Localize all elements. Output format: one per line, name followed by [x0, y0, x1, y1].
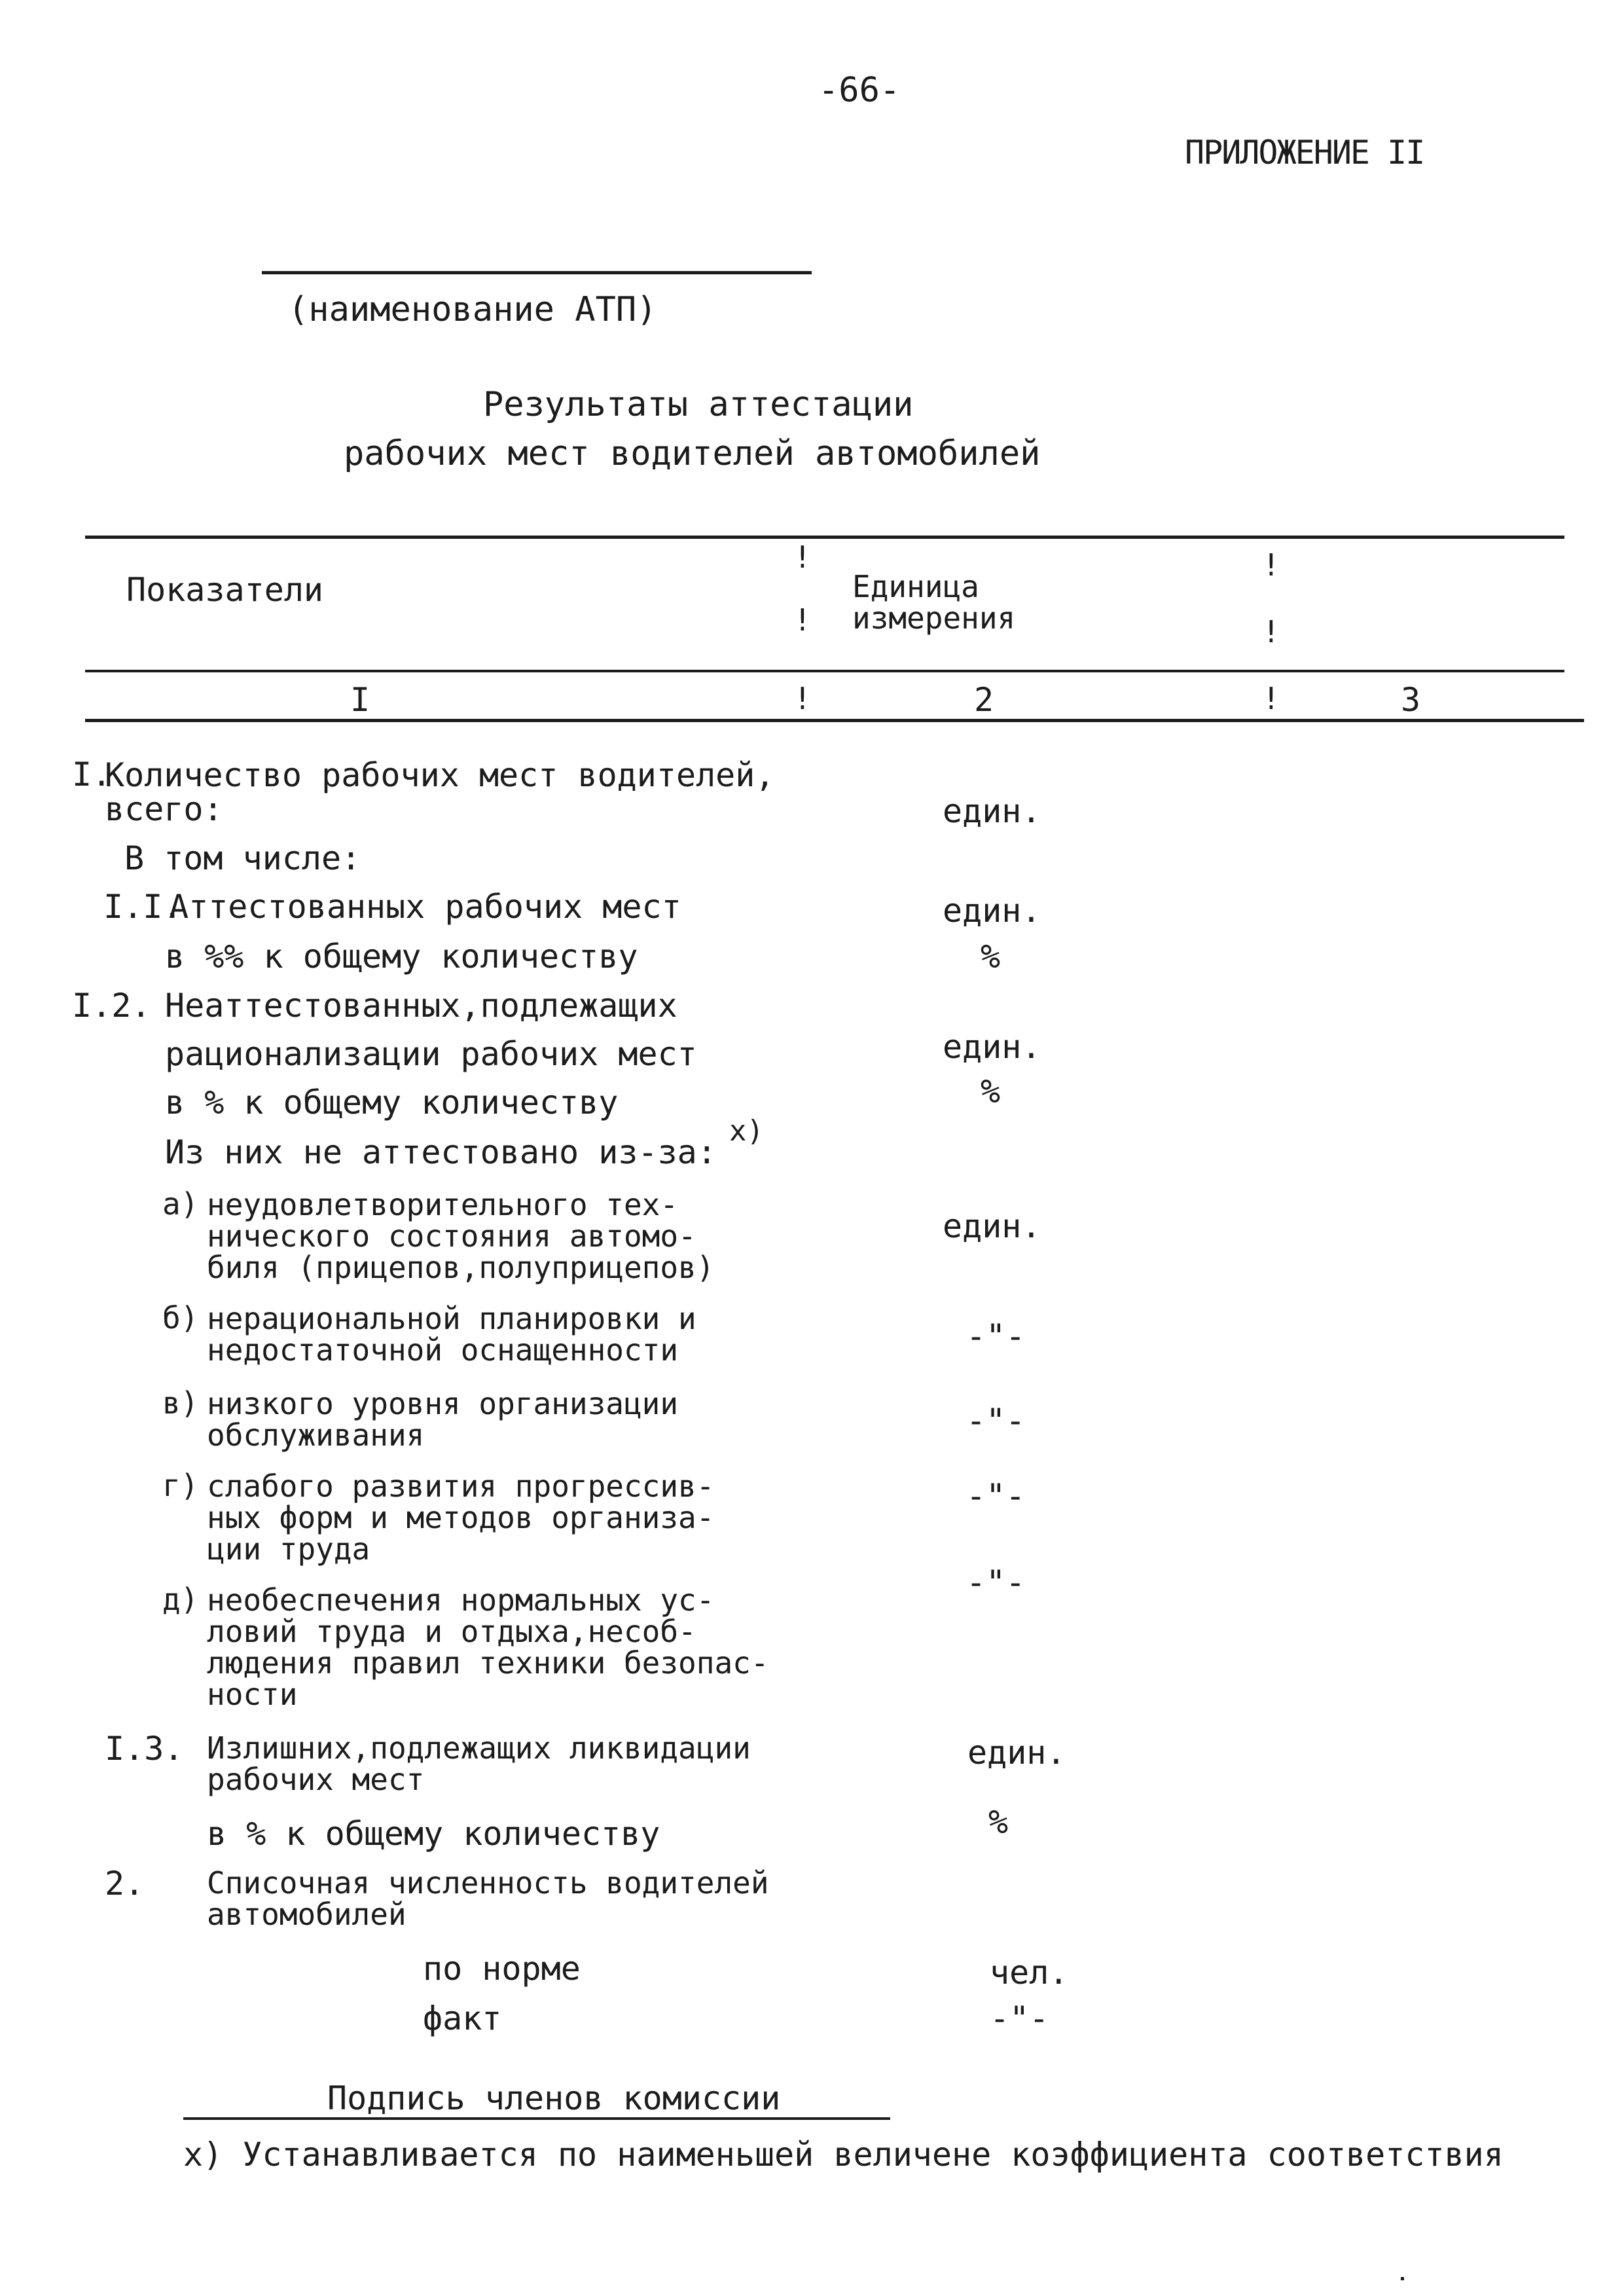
- title-line1: Результаты аттестации: [483, 385, 914, 424]
- row-number: д): [162, 1582, 199, 1617]
- row-unit: един.: [943, 1028, 1041, 1066]
- row-text: в %% к общему количеству: [165, 938, 638, 975]
- header-unit: Единица измерения: [852, 569, 1016, 636]
- separator: !: [1262, 547, 1280, 583]
- table-top-rule: [85, 536, 1564, 539]
- row-text: В том числе:: [124, 839, 361, 877]
- row-number: а): [162, 1186, 199, 1222]
- row-text: необеспечения нормальных ус- ловий труда и отдыха,несоб- людения правил техники безопас- ности: [207, 1582, 769, 1712]
- footnote-marker: x): [729, 1114, 764, 1148]
- row-text: Аттестованных рабочих мест: [169, 888, 681, 926]
- row-unit: -"-: [966, 1402, 1026, 1440]
- org-name-line: [262, 271, 812, 274]
- row-number: в): [162, 1385, 199, 1421]
- row-text: Списочная численность водителей автомобилей: [207, 1865, 769, 1932]
- row-text: Излишних,подлежащих ликвидации рабочих мест: [207, 1730, 751, 1797]
- row-text: Неаттестованных,подлежащих: [165, 987, 677, 1025]
- row-text: факт: [423, 1999, 502, 2037]
- row-unit: -"-: [966, 1563, 1026, 1601]
- row-number: г): [162, 1468, 199, 1503]
- row-unit: един.: [943, 892, 1041, 930]
- row-unit: -"-: [966, 1317, 1026, 1355]
- table-body-rule: [85, 719, 1584, 722]
- row-unit: чел.: [990, 1954, 1069, 1992]
- column-number-2: 2: [974, 681, 994, 719]
- row-text: в % к общему количеству: [207, 1815, 660, 1853]
- org-name-caption: (наименование АТП): [288, 290, 657, 329]
- row-unit: един.: [943, 792, 1041, 830]
- row-number: I.I.: [103, 888, 183, 926]
- row-text: Количество рабочих мест водителей, всего:: [105, 756, 775, 828]
- row-unit: %: [988, 1803, 1009, 1841]
- separator: !: [1262, 681, 1280, 716]
- row-text: нерациональной планировки и недостаточной оснащенности: [207, 1301, 696, 1368]
- row-text: в % к общему количеству: [165, 1084, 619, 1121]
- signature-line: [183, 2117, 890, 2120]
- separator: !: [1262, 614, 1280, 649]
- header-indicators: Показатели: [126, 571, 324, 609]
- separator: !: [793, 539, 812, 575]
- row-text: низкого уровня организации обслуживания: [207, 1386, 679, 1453]
- row-unit: един.: [967, 1734, 1066, 1772]
- page-number: -66-: [818, 71, 901, 110]
- row-unit: -"-: [990, 1999, 1049, 2037]
- row-text: рационализации рабочих мест: [165, 1035, 697, 1073]
- row-text: Из них не аттестовано из-за:: [165, 1133, 717, 1171]
- row-number: 2.: [105, 1865, 145, 1903]
- row-unit: %: [981, 938, 1001, 975]
- signature-caption: Подпись членов комиссии: [327, 2079, 781, 2117]
- separator: !: [793, 681, 812, 716]
- row-unit: %: [981, 1072, 1001, 1110]
- row-text: слабого развития прогрессив- ных форм и методов организа- ции труда: [207, 1468, 715, 1567]
- row-text: по норме: [423, 1950, 581, 1988]
- appendix-label: ПРИЛОЖЕНИЕ II: [1185, 134, 1424, 172]
- separator: !: [793, 602, 812, 638]
- table-header-rule: [85, 670, 1564, 672]
- column-number-3: 3: [1401, 681, 1421, 719]
- row-unit: -"-: [966, 1477, 1026, 1515]
- stray-mark: [1401, 2277, 1404, 2280]
- row-unit: един.: [943, 1207, 1041, 1245]
- row-number: б): [162, 1300, 199, 1336]
- row-number: I.3.: [105, 1730, 184, 1768]
- footnote: x) Устанавливается по наименьшей величене коэффициента соответствия: [183, 2136, 1504, 2174]
- row-number: I.2.: [72, 987, 151, 1025]
- row-text: неудовлетворительного тех- нического состояния автомо- биля (прицепов,полуприцепов): [207, 1187, 715, 1285]
- column-number-1: I: [350, 681, 370, 719]
- title-line2: рабочих мест водителей автомобилей: [344, 434, 1041, 473]
- row-number: I.: [72, 756, 112, 793]
